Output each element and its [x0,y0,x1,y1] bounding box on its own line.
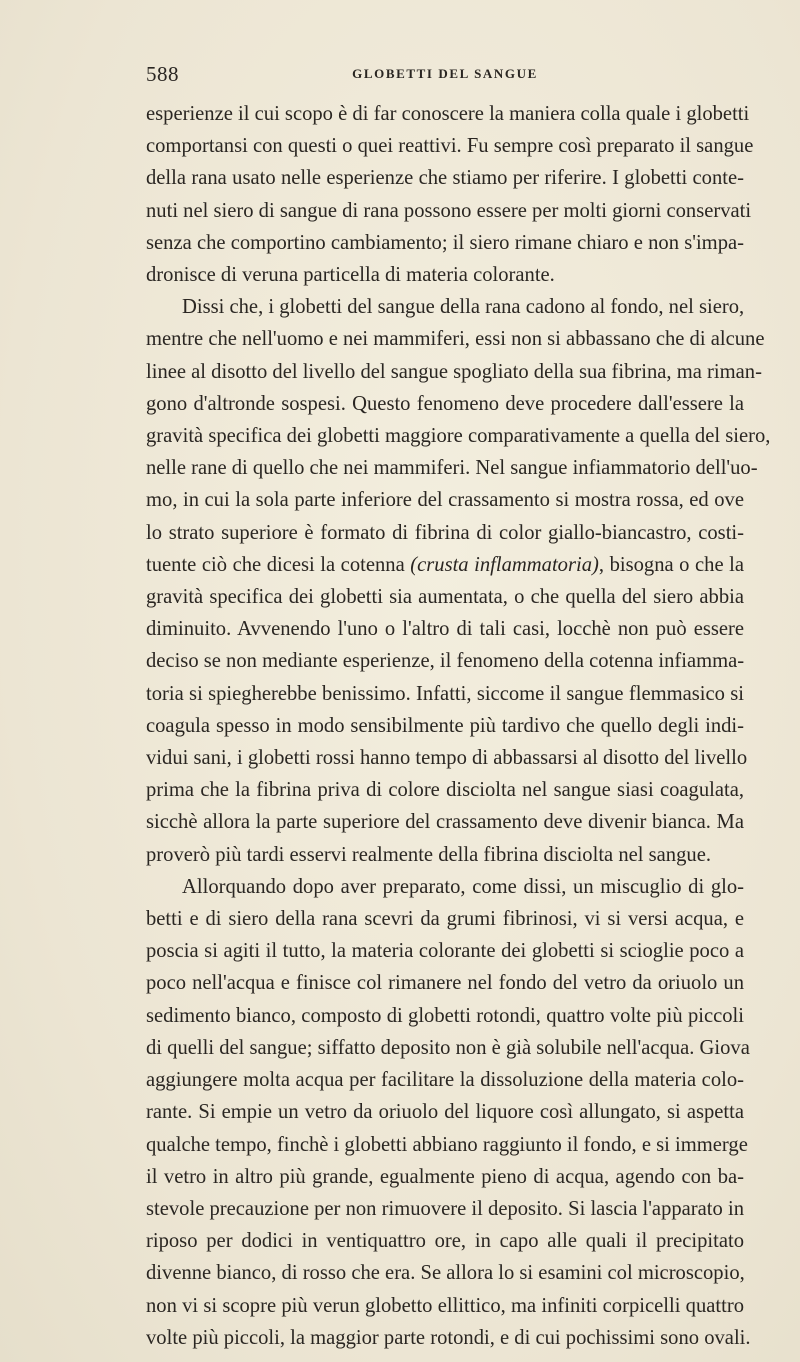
text-line: Allorquando dopo aver preparato, come dissi, un miscuglio di glo- [182,875,744,898]
text-line: divenne bianco, di rosso che era. Se allora lo si esamini col microscopio, [146,1262,745,1285]
text-line: qualche tempo, finchè i globetti abbiano raggiunto il fondo, e si immerge [146,1133,748,1156]
text-line: deciso se non mediante esperienze, il fenomeno della cotenna infiamma- [146,650,745,673]
text-line: dronisce di veruna particella di materia colorante. [146,264,555,287]
text-line: rante. Si empie un vetro da oriuolo del liquore così allungato, si aspetta [146,1101,744,1124]
text-line: il vetro in altro più grande, egualmente pieno di acqua, agendo con ba- [146,1165,744,1188]
text-segment: , bisogna o che la [598,553,745,576]
text-line: poscia si agiti il tutto, la materia colorante dei globetti si scioglie poco a [146,940,744,963]
text-line: volte più piccoli, la maggior parte rotondi, e di cui pochissimi sono ovali. [146,1326,751,1349]
paragraph-1 [146,98,754,291]
text-line: senza che comportino cambiamento; il siero rimane chiaro e non s'impa- [146,231,744,254]
text-line: linee al disotto del livello del sangue spogliato della sua fibrina, ma riman- [146,360,762,383]
page-number: 588 [146,62,179,86]
italic-term: (crusta inflammatoria) [410,553,599,576]
text-line: di quelli del sangue; siffatto deposito non è già solubile nell'acqua. Giova [146,1036,750,1059]
text-line: nelle rane di quello che nei mammiferi. Nel sangue infiammatorio dell'uo- [146,457,758,480]
text-line: lo strato superiore è formato di fibrina di color giallo-biancastro, costi- [146,521,744,544]
text-line: comportansi con questi o quei reattivi. Fu sempre così preparato il sangue [146,135,754,158]
text-line: sedimento bianco, composto di globetti rotondi, quattro volte più piccoli [146,1004,744,1027]
text-line: diminuito. Avvenendo l'uno o l'altro di tali casi, locchè non può essere [146,618,744,641]
text-line: mo, in cui la sola parte inferiore del crassamento si mostra rossa, ed ove [146,489,744,512]
text-line: betti e di siero della rana scevri da grumi fibrinosi, vi si versi acqua, e [146,908,744,931]
text-line: sicchè allora la parte superiore del crassamento deve divenir bianca. Ma [146,811,744,834]
text-line: non vi si scopre più verun globetto ellittico, ma infiniti corpicelli quattro [146,1294,744,1317]
text-line: stevole precauzione per non rimuovere il deposito. Si lascia l'apparato in [146,1197,744,1220]
text-line: proverò più tardi esservi realmente della fibrina disciolta nel sangue. [146,843,711,866]
text-line: coagula spesso in modo sensibilmente più tardivo che quello degli indi- [146,714,744,737]
running-title: GLOBETTI DEL SANGUE [352,66,538,81]
text-line: vidui sani, i globetti rossi hanno tempo di abbassarsi al disotto del livello [146,747,748,770]
body-text [146,98,771,1354]
text-line: poco nell'acqua e finisce col rimanere nel fondo del vetro da oriuolo un [146,972,744,995]
text-line: esperienze il cui scopo è di far conoscere la maniera colla quale i globetti [146,103,750,125]
text-line: mentre che nell'uomo e nei mammiferi, essi non si abbassano che di alcune [146,328,765,351]
text-line: gravità specifica dei globetti maggiore comparativamente a quella del siero, [146,425,771,448]
paragraph-2 [146,291,771,871]
text-segment: tuente ciò che dicesi la cotenna [146,553,411,576]
text-line: della rana usato nelle esperienze che stiamo per riferire. I globetti conte- [146,167,744,190]
text-line: toria si spiegherebbe benissimo. Infatti, siccome il sangue flemmasico si [146,682,744,705]
running-head [146,62,744,98]
text-line: prima che la fibrina priva di colore disciolta nel sangue siasi coagulata, [146,779,744,802]
text-line: riposo per dodici in ventiquattro ore, in capo alle quali il precipitato [146,1230,744,1253]
text-line-with-italic [146,549,744,581]
text-line: aggiungere molta acqua per facilitare la dissoluzione della materia colo- [146,1069,744,1092]
text-line: gravità specifica dei globetti sia aumentata, o che quella del siero abbia [146,586,744,609]
paragraph-3 [146,871,751,1354]
text-line: Dissi che, i globetti del sangue della rana cadono al fondo, nel siero, [182,296,745,319]
text-line: nuti nel siero di sangue di rana possono essere per molti giorni conservati [146,199,752,222]
text-line: gono d'altronde sospesi. Questo fenomeno deve procedere dall'essere la [146,392,744,415]
